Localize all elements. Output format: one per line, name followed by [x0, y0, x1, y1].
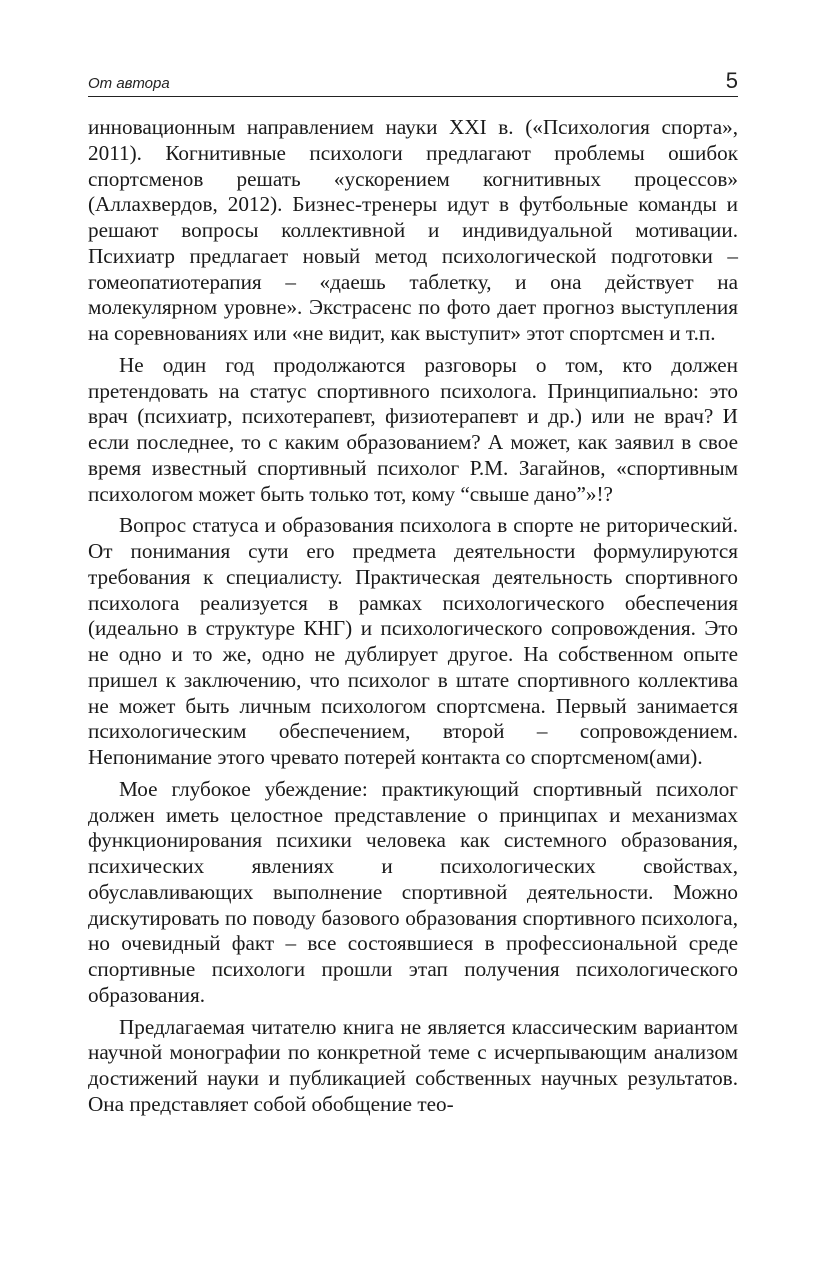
- running-header: [88, 64, 738, 97]
- paragraph: Предлагаемая читателю книга не является классическим вариантом научной монографии по конкретной теме с исчерпывающим анализом достижений науки и публикацией собственных научных результатов. Она представляет собой обобщение тео-: [88, 1014, 738, 1116]
- paragraph: Вопрос статуса и образования психолога в спорте не риторический. От понимания сути его предмета деятельности формулируются требования к специалисту. Практическая деятельность спортивного психолога реализуется в рамках психологического обеспечения (идеально в структуре КНГ) и психологического сопровождения. Это не одно и то же, одно не дублирует другое. На собственном опыте пришел к заключению, что психолог в штате спортивного коллектива не может быть личным психологом спортсмена. Первый занимается психологическим обеспечением, второй – сопровождением. Непонимание этого чревато потерей контакта со спортсменом(ами).: [88, 513, 738, 769]
- body-text: [88, 115, 738, 1124]
- paragraph: Мое глубокое убеждение: практикующий спортивный психолог должен иметь целостное представление о принципах и механизмах функционирования психики человека как системного образования, психических явлениях и психологических свойствах, обуславливающих выполнение спортивной деятельности. Можно дискутировать по поводу базового образования спортивного психолога, но очевидный факт – все состоявшиеся в профессиональной среде спортивные психологи прошли этап получения психологического образования.: [88, 776, 738, 1007]
- page-number: 5: [725, 68, 738, 93]
- paragraph: инновационным направлением науки XXI в. («Психология спорта», 2011). Когнитивные психологи предлагают проблемы ошибок спортсменов решать «ускорением когнитивных процессов» (Аллахвердов, 2012). Бизнес-тренеры идут в футбольные команды и решают вопросы коллективной и индивидуальной мотивации. Психиатр предлагает новый метод психологической подготовки – гомеопатиотерапия – «даешь таблетку, и она действует на молекулярном уровне». Экстрасенс по фото дает прогноз выступления на соревнованиях или «не видит, как выступит» этот спортсмен и т.п.: [88, 115, 738, 345]
- paragraph: Не один год продолжаются разговоры о том, кто должен претендовать на статус спортивного психолога. Принципиально: это врач (психиатр, психотерапевт, физиотерапевт и др.) или не врач? И если последнее, то с каким образованием? А может, как заявил в свое время известный спортивный психолог Р.М. Загайнов, «спортивным психологом может быть только тот, кому “свыше дано”»!?: [88, 352, 738, 506]
- running-title: От автора: [88, 75, 170, 92]
